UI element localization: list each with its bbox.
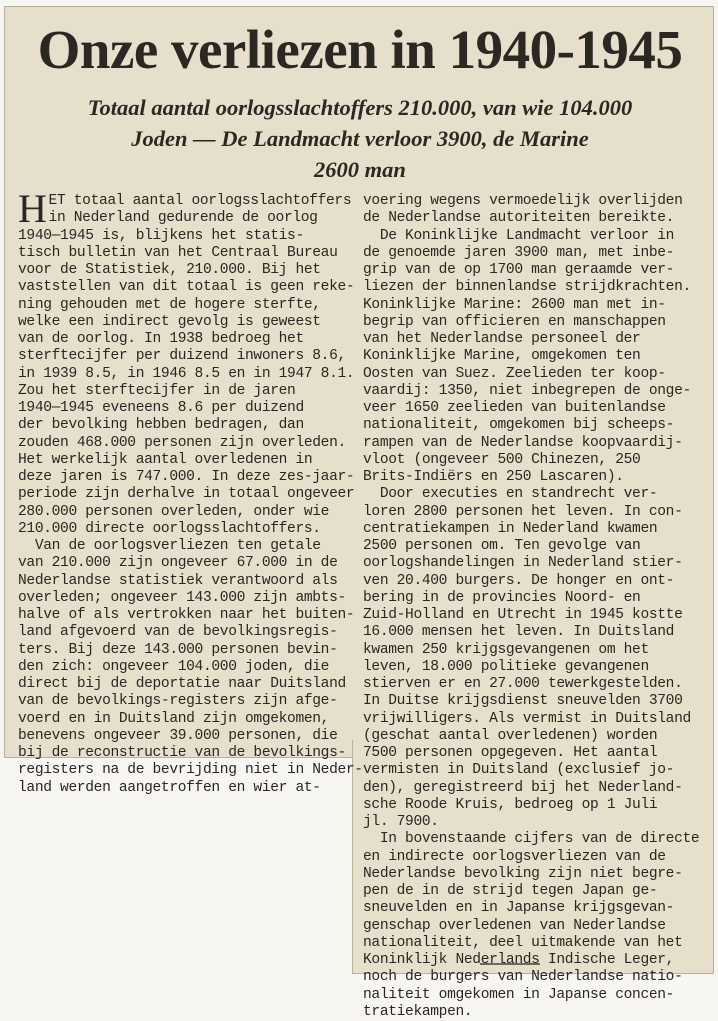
article-text-line: halve of als vertrokken naar het buiten- [18, 607, 355, 623]
article-text-line: land afgevoerd van de bevolkingsregis- [18, 624, 338, 641]
end-ornament [480, 960, 540, 965]
article-text-line: der bevolking hebben bedragen, dan [18, 417, 304, 434]
article-headline: Onze verliezen in 1940-1945 [37, 19, 683, 80]
article-text-line: genschap overledenen van Nederlandse [363, 917, 666, 934]
article-text-line: vermisten in Duitsland (exclusief jo- [363, 762, 675, 779]
article-text-line: 1940—1945 eveneens 8.6 per duizend [18, 400, 304, 416]
article-text-line: 1940—1945 is, blijkens het statis- [18, 227, 304, 244]
article-text-line: Brits-Indiërs en 250 Lascaren). [363, 469, 624, 485]
article-text-line: vloot (ongeveer 500 Chinezen, 250 [363, 451, 641, 468]
article-text-line: Zuid-Holland en Utrecht in 1945 kostte [363, 607, 683, 623]
article-text-line: benevens ongeveer 39.000 personen, die [18, 727, 338, 744]
article-text-line: ters. Bij deze 143.000 personen bevin- [18, 641, 338, 658]
article-right-column [363, 193, 705, 1021]
article-text-line: direct bij de deportatie naar Duitsland [18, 676, 346, 692]
article-text-line: vaardij: 1350, niet inbegrepen de onge- [363, 382, 691, 399]
article-text-line: Zou het sterftecijfer in de jaren [18, 382, 296, 399]
article-text-line: loren 2800 personen het leven. In con- [363, 503, 683, 520]
article-text-line: den zich: ongeveer 104.000 joden, die [18, 658, 330, 675]
article-text-line: Koninklijk Nederlands Indische Leger, [363, 952, 675, 968]
article-text-line: welke een indirect gevolg is geweest [18, 313, 321, 330]
article-text-line: den), geregistreerd bij het Nederland- [363, 779, 683, 796]
article-text-line: registers na de bevrijding niet in Neder- [18, 762, 363, 779]
article-text-line: deze jaren is 747.000. In deze zes-jaar- [18, 469, 355, 485]
article-text-line: Het werkelijk aantal overledenen in [18, 451, 313, 468]
article-text-line: In Duitse krijgsdienst sneuvelden 3700 [363, 693, 683, 710]
article-text-line: oorlogshandelingen in Nederland stier- [363, 555, 683, 572]
article-text-line: noch de burgers van Nederlandse natio- [363, 969, 683, 986]
article-text-line: de genoemde jaren 3900 man, met inbe- [363, 244, 675, 261]
article-text-line: tisch bulletin van het Centraal Bureau [18, 244, 338, 261]
article-text-line: liezen der binnenlandse strijdkrachten. [363, 279, 691, 296]
article-subheading [30, 92, 690, 185]
article-text-line: 2500 personen om. Ten gevolge van [363, 538, 641, 554]
article-text-line: 16.000 mensen het leven. In Duitsland [363, 624, 675, 641]
article-text-line: zouden 468.000 personen zijn overleden. [18, 434, 346, 451]
article-text-line: Van de oorlogsverliezen ten getale [18, 538, 321, 554]
article-text-line: sterftecijfer per duizend inwoners 8.6, [18, 348, 346, 365]
article-text-line: sneuvelden en in Japanse krijgsgevan- [363, 900, 675, 917]
article-text-line: jl. 7900. [363, 814, 439, 830]
article-text-line: 210.000 directe oorlogsslachtoffers. [18, 520, 321, 537]
subheading-line: Totaal aantal oorlogsslachtoffers 210.000, van wie 104.000 [87, 95, 633, 120]
subheading-line: 2600 man [314, 157, 406, 182]
article-text-line: pen de in de strijd tegen Japan ge- [363, 883, 658, 899]
article-text-line: sche Roode Kruis, bedroeg op 1 Juli [363, 796, 658, 813]
article-text-line: bering in de provincies Noord- en [363, 589, 641, 606]
article-text-line: nationaliteit, omgekomen bij scheeps- [363, 417, 675, 434]
article-text-line: De Koninklijke Landmacht verloor in [363, 227, 675, 244]
article-text-line: 280.000 personen overleden, onder wie [18, 503, 330, 520]
article-text-line: in Nederland gedurende de oorlog [48, 210, 318, 227]
drop-cap: H [18, 186, 47, 231]
article-text-line: van de bevolkings-registers zijn afge- [18, 693, 338, 710]
article-text-line: Nederlandse bevolking zijn niet begre- [363, 865, 683, 882]
article-text-line: Nederlandse statistiek verantwoord als [18, 572, 338, 589]
article-text-line: begrip van officieren en manschappen [363, 313, 666, 330]
article-text-line: van het Nederlandse personeel der [363, 331, 641, 347]
article-text-line: van 210.000 zijn ongeveer 67.000 in de [18, 555, 338, 572]
article-text-line: Koninklijke Marine, omgekomen ten [363, 348, 641, 365]
article-text-line: grip van de op 1700 man geraamde ver- [363, 262, 675, 278]
article-text-line: naliteit omgekomen in Japanse concen- [363, 986, 675, 1003]
article-text-line: van de oorlog. In 1938 bedroeg het [18, 331, 304, 347]
article-text-line: Koninklijke Marine: 2600 man met in- [363, 296, 666, 313]
article-text-line: ven 20.400 burgers. De honger en ont- [363, 572, 675, 589]
article-text-line: ET totaal aantal oorlogsslachtoffers [48, 193, 352, 209]
article-text-line: Oosten van Suez. Zeelieden ter koop- [363, 365, 666, 382]
article-left-column [18, 186, 363, 797]
article-text-line: voering wegens vermoedelijk overlijden [363, 193, 683, 209]
article-text-line: bij de reconstructie van de bevolkings- [18, 745, 346, 761]
article-text-line: periode zijn derhalve in totaal ongeveer [18, 486, 355, 503]
article-text-line: Door executies en standrecht ver- [363, 486, 658, 503]
article-text-line: land werden aangetroffen en wier at- [18, 779, 321, 796]
article-text-line: vaststellen van dit totaal is geen reke- [18, 279, 355, 296]
article-text-line: de Nederlandse autoriteiten bereikte. [363, 210, 675, 227]
article-text-line: leven, 18.000 politieke gevangenen [363, 658, 649, 675]
article-text-line: rampen van de Nederlandse koopvaardij- [363, 434, 683, 451]
article-text-line: voerd en in Duitsland zijn omgekomen, [18, 710, 330, 727]
subheading-line: Joden — De Landmacht verloor 3900, de Marine [131, 126, 589, 151]
article-text-line: (geschat aantal overledenen) worden [363, 727, 658, 744]
article-text-line: nationaliteit, deel uitmakende van het [363, 934, 683, 951]
article-text-line: en indirecte oorlogsverliezen van de [363, 848, 666, 865]
article-text-line: 7500 personen opgegeven. Het aantal [363, 745, 658, 761]
article-text-line: centratiekampen in Nederland kwamen [363, 520, 658, 537]
article-text-line: voor de Statistiek, 210.000. Bij het [18, 262, 321, 278]
article-text-line: kwamen 250 krijgsgevangenen om het [363, 641, 649, 658]
article-text-line: tratiekampen. [363, 1003, 473, 1020]
article-text-line: ning gehouden met de hogere sterfte, [18, 296, 321, 313]
article-text-line: vrijwilligers. Als vermist in Duitsland [363, 710, 691, 727]
article-text-line: stierven er en 27.000 tewerkgestelden. [363, 676, 683, 692]
article-text-line: veer 1650 zeelieden van buitenlandse [363, 400, 666, 416]
article-text-line: in 1939 8.5, in 1946 8.5 en in 1947 8.1. [18, 365, 355, 382]
article-text-line: overleden; ongeveer 143.000 zijn ambts- [18, 589, 346, 606]
article-text-line: In bovenstaande cijfers van de directe [363, 831, 700, 848]
